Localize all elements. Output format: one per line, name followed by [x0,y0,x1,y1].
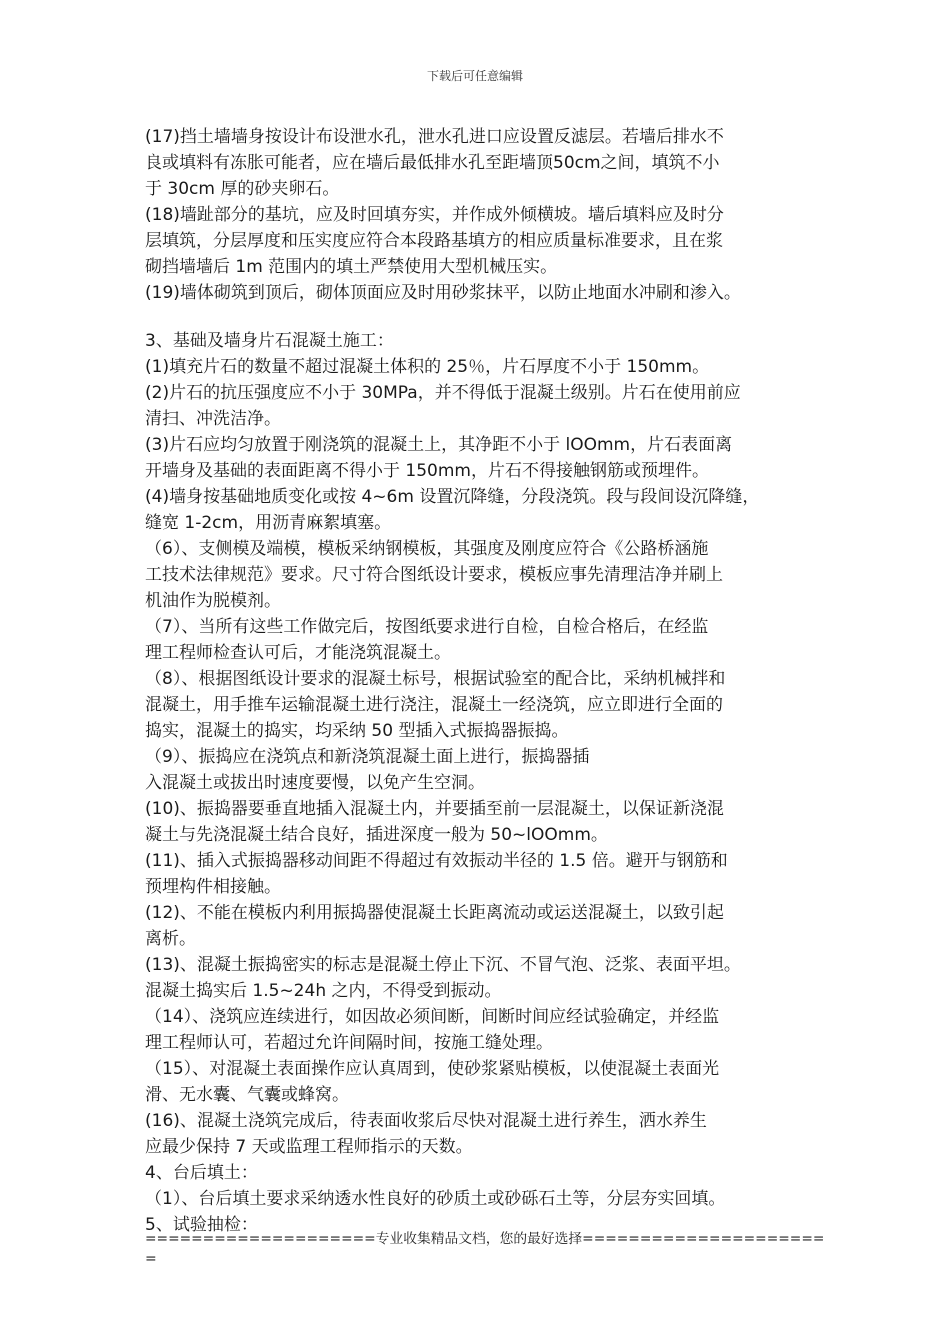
text-line: （15）、对混凝土表面操作应认真周到，使砂浆紧贴模板，以使混凝土表面光 [145,1059,720,1079]
text-line: 良或填料有冻胀可能者，应在墙后最低排水孔至距墙顶50cm之间，填筑不小 [145,153,720,173]
text-line: 机油作为脱模剂。 [145,591,281,611]
text-line: 混凝土捣实后 1.5~24h 之内，不得受到振动。 [145,981,502,1001]
text-line: 离析。 [145,929,196,949]
text-line: （7）、当所有这些工作做完后，按图纸要求进行自检，自检合格后，在经监 [145,617,709,637]
text-line: (3)片石应均匀放置于刚浇筑的混凝土上，其净距不小于 lOOmm，片石表面离 [145,435,733,455]
text-line: (16)、混凝土浇筑完成后，待表面收浆后尽快对混凝土进行养生，洒水养生 [145,1111,707,1131]
text-line: 缝宽 1-2cm，用沥青麻絮填塞。 [145,513,392,533]
page-header: 下载后可任意编辑 [426,69,523,83]
text-line: (2)片石的抗压强度应不小于 30MPa，并不得低于混凝土级别。片石在使用前应 [145,383,741,403]
text-line: (10)、振捣器要垂直地插入混凝土内，并要插至前一层混凝土，以保证新浇混 [145,799,724,819]
text-line: 层填筑，分层厚度和压实度应符合本段路基填方的相应质量标准要求，且在浆 [145,231,723,251]
text-line: 于 30cm 厚的砂夹卵石。 [145,179,340,199]
text-line: 入混凝土或拔出时速度要慢，以免产生空洞。 [145,773,485,793]
section-heading: 5、试验抽检： [145,1215,258,1235]
section-heading: 4、台后填土： [145,1163,258,1183]
text-line: （9）、振捣应在浇筑点和新浇筑混凝土面上进行，振捣器插 [145,747,590,767]
text-line: 凝土与先浇混凝土结合良好，插进深度一般为 50~lOOmm。 [145,825,608,845]
text-line: 理工程师认可，若超过允许间隔时间，按施工缝处理。 [145,1033,553,1053]
text-line: (11)、插入式振捣器移动间距不得超过有效振动半径的 1.5 倍。避开与钢筋和 [145,851,728,871]
text-line: (18)墙趾部分的基坑，应及时回填夯实，并作成外倾横坡。墙后填料应及时分 [145,205,724,225]
text-line: 捣实，混凝土的捣实，均采纳 50 型插入式振捣器振捣。 [145,721,569,741]
text-line: (13)、混凝土振捣密实的标志是混凝土停止下沉、不冒气泡、泛浆、表面平坦。 [145,955,741,975]
text-line: （6）、支侧模及端模，模板采纳钢模板，其强度及刚度应符合《公路桥涵施 [145,539,709,559]
footer-line-continuation: = [145,1251,157,1267]
text-line: 工技术法律规范》要求。尺寸符合图纸设计要求，模板应事先清理洁净并刷上 [145,565,723,585]
footer-line: ====================专业收集精品文档，您的最好选择===================== [145,1231,825,1247]
text-line: 清扫、冲洗洁净。 [145,409,281,429]
text-line: (12)、不能在模板内利用振捣器使混凝土长距离流动或运送混凝土，以致引起 [145,903,724,923]
section-heading: 3、基础及墙身片石混凝土施工： [145,331,394,351]
text-line: （1）、台后填土要求采纳透水性良好的砂质土或砂砾石土等，分层夯实回填。 [145,1189,726,1209]
text-line: 混凝土，用手推车运输混凝土进行浇注，混凝土一经浇筑，应立即进行全面的 [145,695,723,715]
text-line: （14）、浇筑应连续进行，如因故必须间断，间断时间应经试验确定，并经监 [145,1007,720,1027]
text-line: (19)墙体砌筑到顶后，砌体顶面应及时用砂浆抹平，以防止地面水冲刷和渗入。 [145,283,741,303]
text-line: (4)墙身按基础地质变化或按 4~6m 设置沉降缝，分段浇筑。段与段间设沉降缝， [145,487,760,507]
text-line: 理工程师检查认可后，才能浇筑混凝土。 [145,643,451,663]
page-footer [145,1229,825,1269]
text-line: 开墙身及基础的表面距离不得小于 150mm，片石不得接触钢筋或预埋件。 [145,461,709,481]
text-line: 预埋构件相接触。 [145,877,281,897]
text-line: 应最少保持 7 天或监理工程师指示的天数。 [145,1137,473,1157]
text-line: 滑、无水囊、气囊或蜂窝。 [145,1085,349,1105]
text-line: （8）、根据图纸设计要求的混凝土标号，根据试验室的配合比，采纳机械拌和 [145,669,726,689]
text-line: 砌挡墙墙后 1m 范围内的填土严禁使用大型机械压实。 [145,257,558,277]
text-line: (17)挡土墙墙身按设计布设泄水孔，泄水孔进口应设置反滤层。若墙后排水不 [145,127,724,147]
text-line: (1)填充片石的数量不超过混凝土体积的 25％，片石厚度不小于 150mm。 [145,357,710,377]
